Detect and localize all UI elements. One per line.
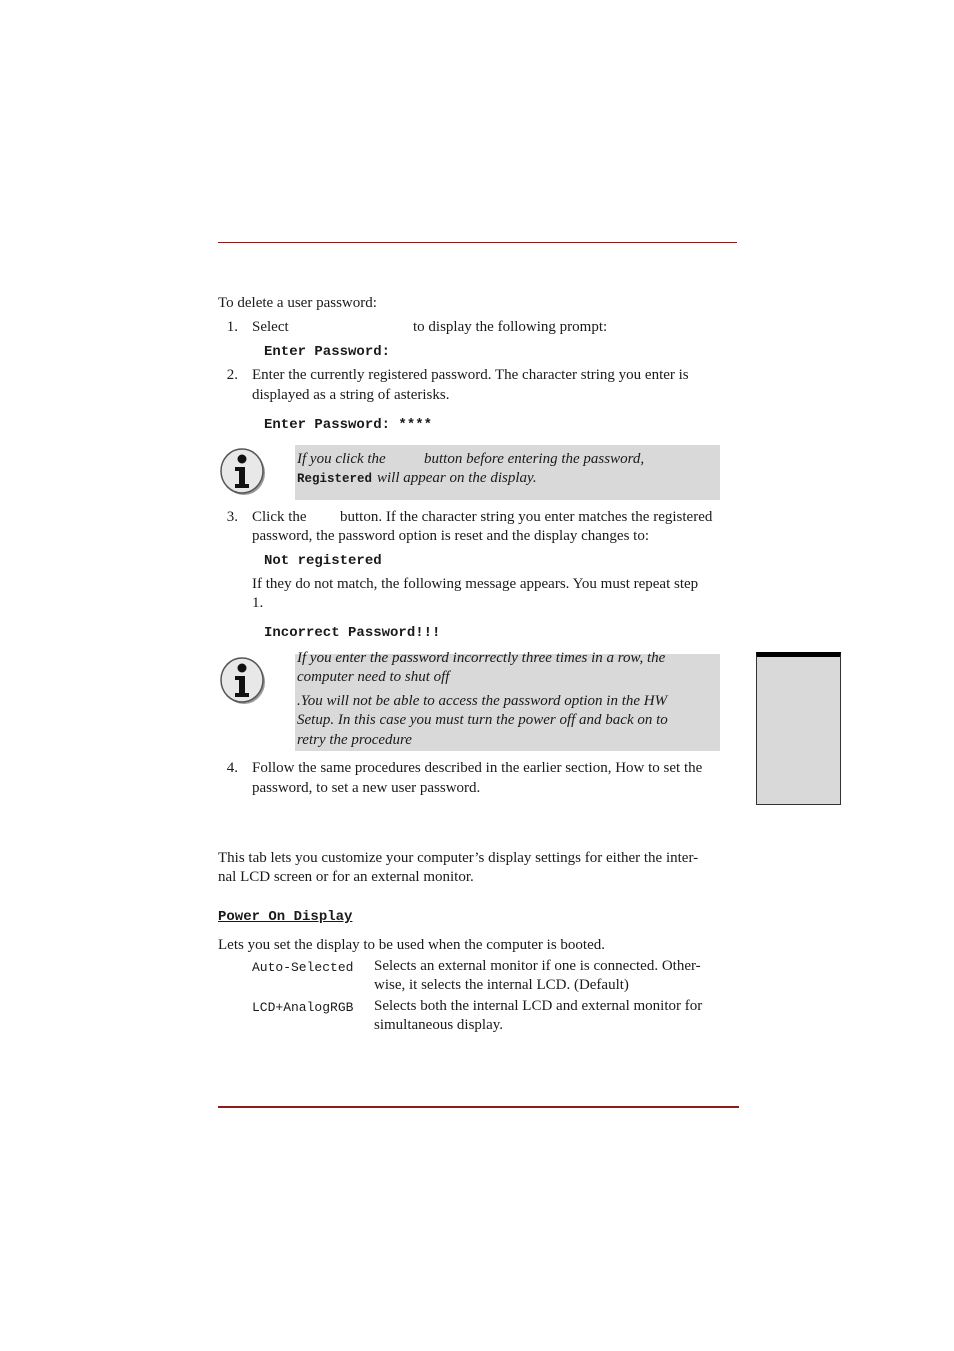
step-3-line2: password, the password option is reset and the display changes to: (252, 528, 650, 544)
note-2-line3: .You will not be able to access the password option in the HW (297, 693, 668, 709)
prompt-incorrect: Incorrect Password!!! (264, 625, 441, 641)
option-desc-lcd-analogrgb-2: simultaneous display. (374, 1017, 504, 1033)
info-icon (220, 655, 266, 705)
option-desc-auto-selected-1: Selects an external monitor if one is connected. Other- (374, 958, 701, 974)
step-2-line2: displayed as a string of asterisks. (252, 387, 450, 403)
note-1-code: Registered (297, 472, 373, 486)
prompt-not-registered: Not registered (264, 553, 382, 569)
prompt-enter-password: Enter Password: (264, 344, 391, 360)
display-tab-line1: This tab lets you customize your computer’s display settings for either the inter- (218, 850, 699, 866)
info-icon (220, 446, 266, 496)
note-1-line1-a: If you click the (297, 451, 386, 467)
step-1-number: 1. (226, 319, 238, 335)
top-rule (218, 242, 737, 243)
power-on-display-heading: Power On Display (218, 909, 353, 925)
power-on-display-desc: Lets you set the display to be used when the computer is booted. (218, 937, 606, 953)
display-tab-line2: nal LCD screen or for an external monitor. (218, 869, 474, 885)
intro-text: To delete a user password: (218, 295, 377, 311)
step-4-number: 4. (226, 760, 238, 776)
step-3-text-b: button. If the character string you enter matches the registered (340, 509, 713, 525)
bottom-rule (218, 1106, 739, 1108)
note-1-line2-rest: will appear on the display. (377, 470, 537, 486)
mismatch-line2: 1. (252, 595, 264, 611)
step-2-line1: Enter the currently registered password. The character string you enter is (252, 367, 689, 383)
step-2-number: 2. (226, 367, 238, 383)
step-1-text-a: Select (252, 319, 289, 335)
chapter-tab (756, 652, 841, 805)
note-1-line1-b: button before entering the password, (424, 451, 645, 467)
prompt-enter-password-masked: Enter Password: **** (264, 417, 433, 433)
step-3-text-a: Click the (252, 509, 307, 525)
note-2-line2: computer need to shut off (297, 669, 450, 685)
option-desc-lcd-analogrgb-1: Selects both the internal LCD and external monitor for (374, 998, 703, 1014)
note-2-line4: Setup. In this case you must turn the power off and back on to (297, 712, 668, 728)
step-4-line1: Follow the same procedures described in the earlier section, How to set the (252, 760, 703, 776)
step-4-line2: password, to set a new user password. (252, 780, 481, 796)
note-2-line5: retry the procedure (297, 732, 412, 748)
option-desc-auto-selected-2: wise, it selects the internal LCD. (Default) (374, 977, 629, 993)
note-2-line1: If you enter the password incorrectly three times in a row, the (297, 650, 666, 666)
mismatch-line1: If they do not match, the following message appears. You must repeat step (252, 576, 699, 592)
step-1-text-b: to display the following prompt: (413, 319, 608, 335)
step-3-number: 3. (226, 509, 238, 525)
option-name-lcd-analogrgb: LCD+AnalogRGB (252, 1000, 354, 1015)
option-name-auto-selected: Auto-Selected (252, 960, 354, 975)
